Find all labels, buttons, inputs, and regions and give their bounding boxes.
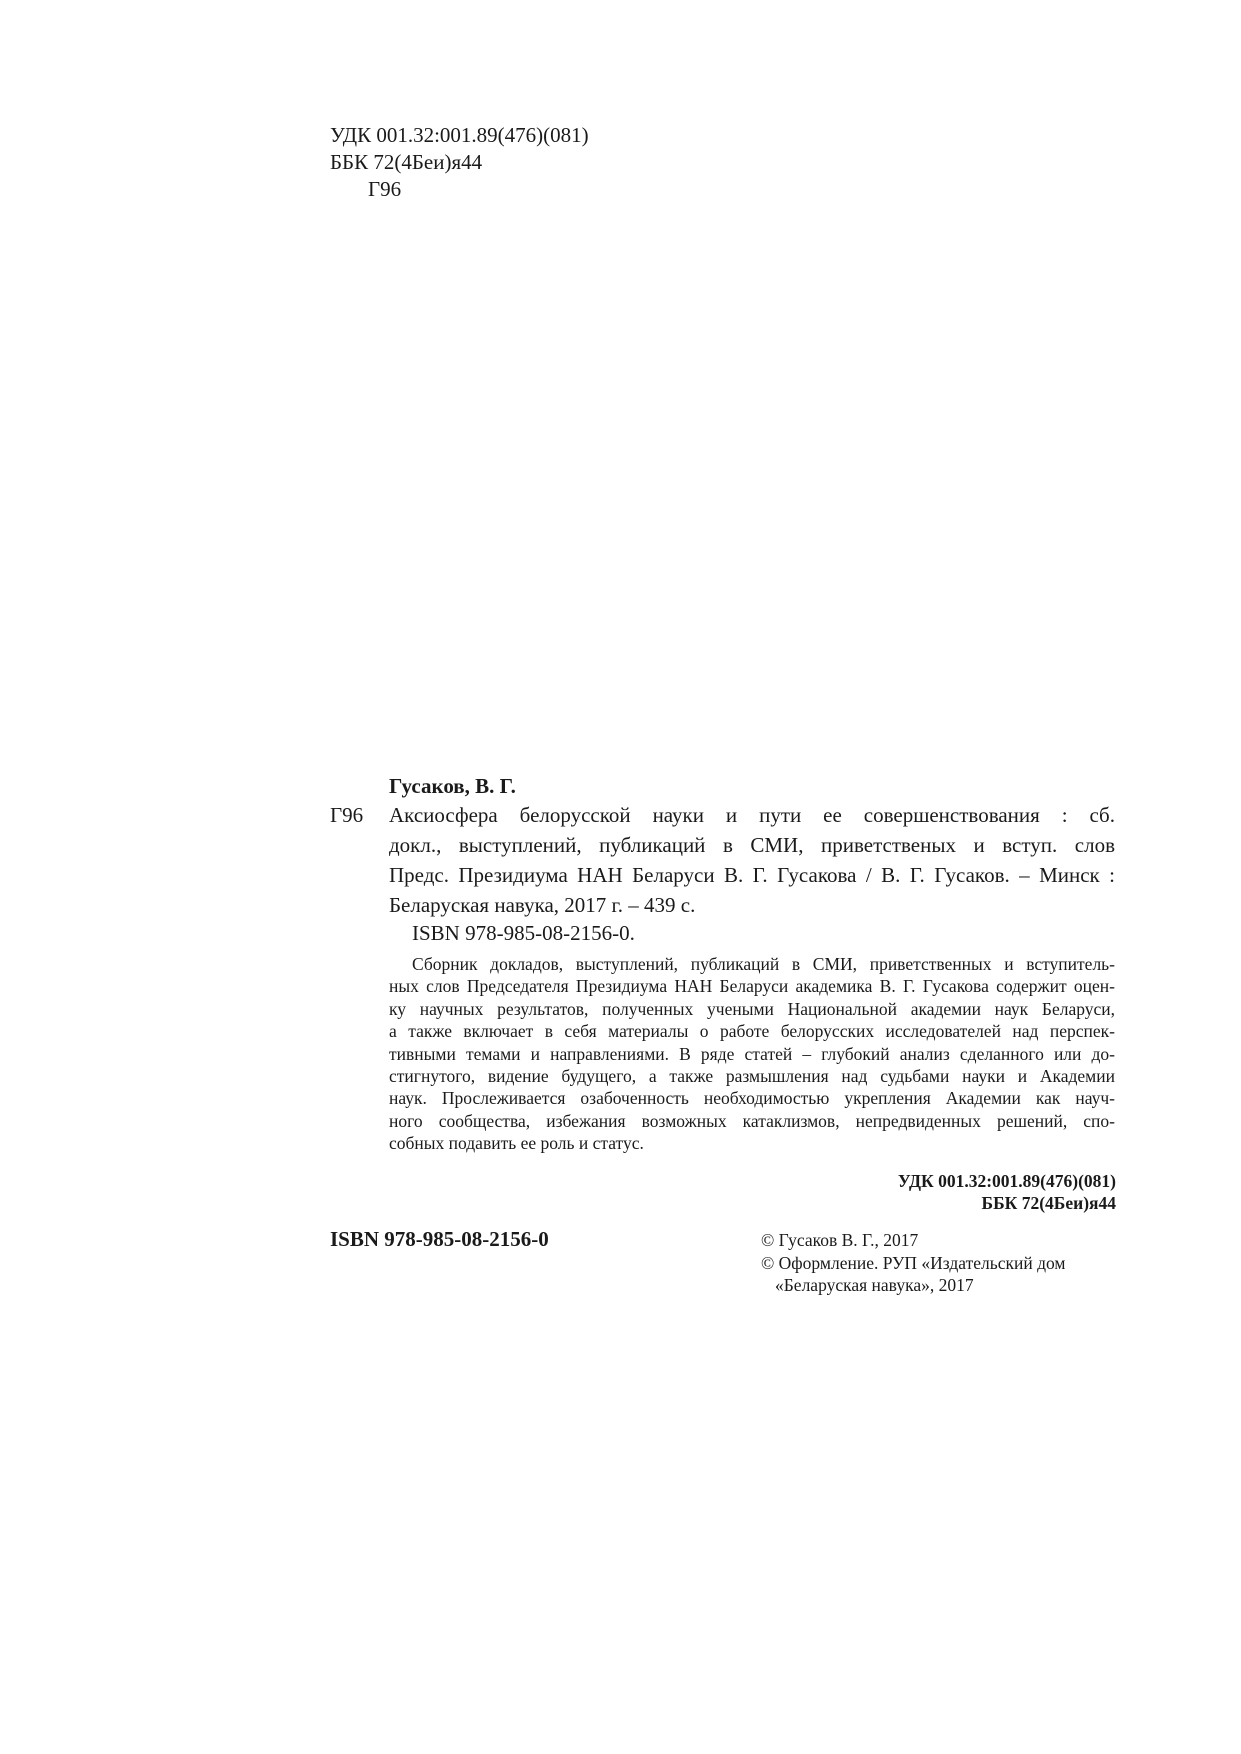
- card-isbn: ISBN 978-985-08-2156-0.: [412, 921, 635, 945]
- card-title-line: Беларуская навука, 2017 г. – 439 с.: [389, 893, 696, 917]
- card-title-line: Аксиосфера белорусской науки и пути ее совершенствования : сб.: [389, 803, 1115, 827]
- copyright-block: [761, 1229, 1066, 1297]
- card-title-line: докл., выступлений, публикаций в СМИ, приветственых и вступ. слов: [389, 833, 1115, 857]
- card-title: [389, 800, 1115, 920]
- annotation-line: стигнутого, видение будущего, а также размышления над судьбами науки и Академии: [389, 1066, 1115, 1087]
- author-sign: Г96: [368, 177, 402, 201]
- annotation: [389, 953, 1115, 1155]
- card-author-sign: Г96: [330, 803, 364, 827]
- annotation-line: ку научных результатов, полученных учеными Национальной академии наук Беларуси,: [389, 998, 1115, 1019]
- annotation-line: а также включает в себя материалы о работе белорусских исследователей над перспек-: [389, 1021, 1115, 1042]
- udk-code: УДК 001.32:001.89(476)(081): [330, 123, 589, 147]
- card-title-line: Предс. Президиума НАН Беларуси В. Г. Гусакова / В. Г. Гусаков. – Минск :: [389, 863, 1115, 887]
- copyright-publisher: «Беларуская навука», 2017: [775, 1275, 974, 1295]
- annotation-line: ных слов Председателя Президиума НАН Беларуси академика В. Г. Гусакова содержит оцен-: [389, 976, 1115, 997]
- isbn-number: ISBN 978-985-08-2156-0: [330, 1227, 549, 1251]
- annotation-line: Сборник докладов, выступлений, публикаций в СМИ, приветственных и вступитель-: [412, 954, 1115, 974]
- annotation-line: ного сообщества, избежания возможных катаклизмов, непредвиденных решений, спо-: [389, 1110, 1115, 1131]
- annotation-line: наук. Прослеживается озабоченность необходимостью укрепления Академии как науч-: [389, 1088, 1115, 1109]
- annotation-line: собных подавить ее роль и статус.: [389, 1133, 644, 1154]
- card-author: Гусаков, В. Г.: [389, 774, 516, 798]
- udk-code-bottom: УДК 001.32:001.89(476)(081): [897, 1171, 1116, 1191]
- copyright-author: © Гусаков В. Г., 2017: [761, 1230, 919, 1250]
- bbk-code: ББК 72(4Беи)я44: [330, 150, 483, 174]
- classification-top: [330, 122, 589, 203]
- copyright-design: © Оформление. РУП «Издательский дом: [761, 1252, 1066, 1273]
- annotation-line: тивными темами и направлениями. В ряде статей – глубокий анализ сделанного или до-: [389, 1043, 1115, 1064]
- classification-bottom: [898, 1170, 1116, 1214]
- bbk-code-bottom: ББК 72(4Беи)я44: [981, 1193, 1116, 1213]
